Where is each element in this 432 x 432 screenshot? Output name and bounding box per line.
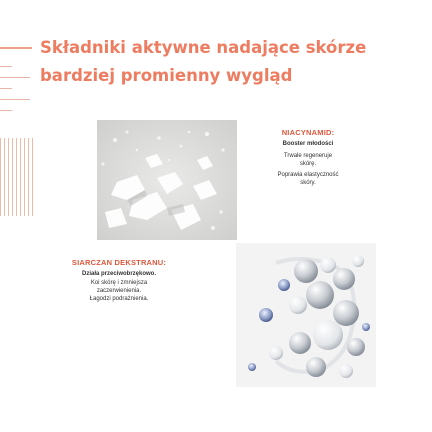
niacynamid-line: Poprawia elastyczność xyxy=(277,172,339,178)
niacynamid-heading: NIACYNAMID: xyxy=(281,128,335,137)
siarczan-box xyxy=(58,258,180,303)
decorative-ticks xyxy=(0,138,34,216)
molecules-image xyxy=(236,243,376,387)
title-accent-line xyxy=(0,47,32,49)
niacynamid-line: Trwale regeneruje xyxy=(283,153,333,159)
siarczan-line: Łagodzi podrażnienia. xyxy=(89,296,149,302)
siarczan-subheading: Działa przeciwobrzękowo. xyxy=(81,271,157,277)
siarczan-line: Koi skórę i zmniejsza xyxy=(90,280,148,286)
siarczan-heading: SIARCZAN DEKSTRANU: xyxy=(71,258,167,267)
page-title xyxy=(40,34,420,90)
niacynamid-line: skórę. xyxy=(299,161,317,167)
decorative-lines xyxy=(0,66,30,126)
niacynamid-box xyxy=(248,128,368,187)
niacynamid-subheading: Booster młodości xyxy=(282,141,334,147)
title-line-2: bardziej promienny wygląd xyxy=(40,66,293,85)
powder-image xyxy=(97,120,237,240)
niacynamid-line: skóry. xyxy=(300,180,316,186)
siarczan-line: zaczerwienienia. xyxy=(96,288,142,294)
title-line-1: Składniki aktywne nadające skórze xyxy=(40,38,367,57)
